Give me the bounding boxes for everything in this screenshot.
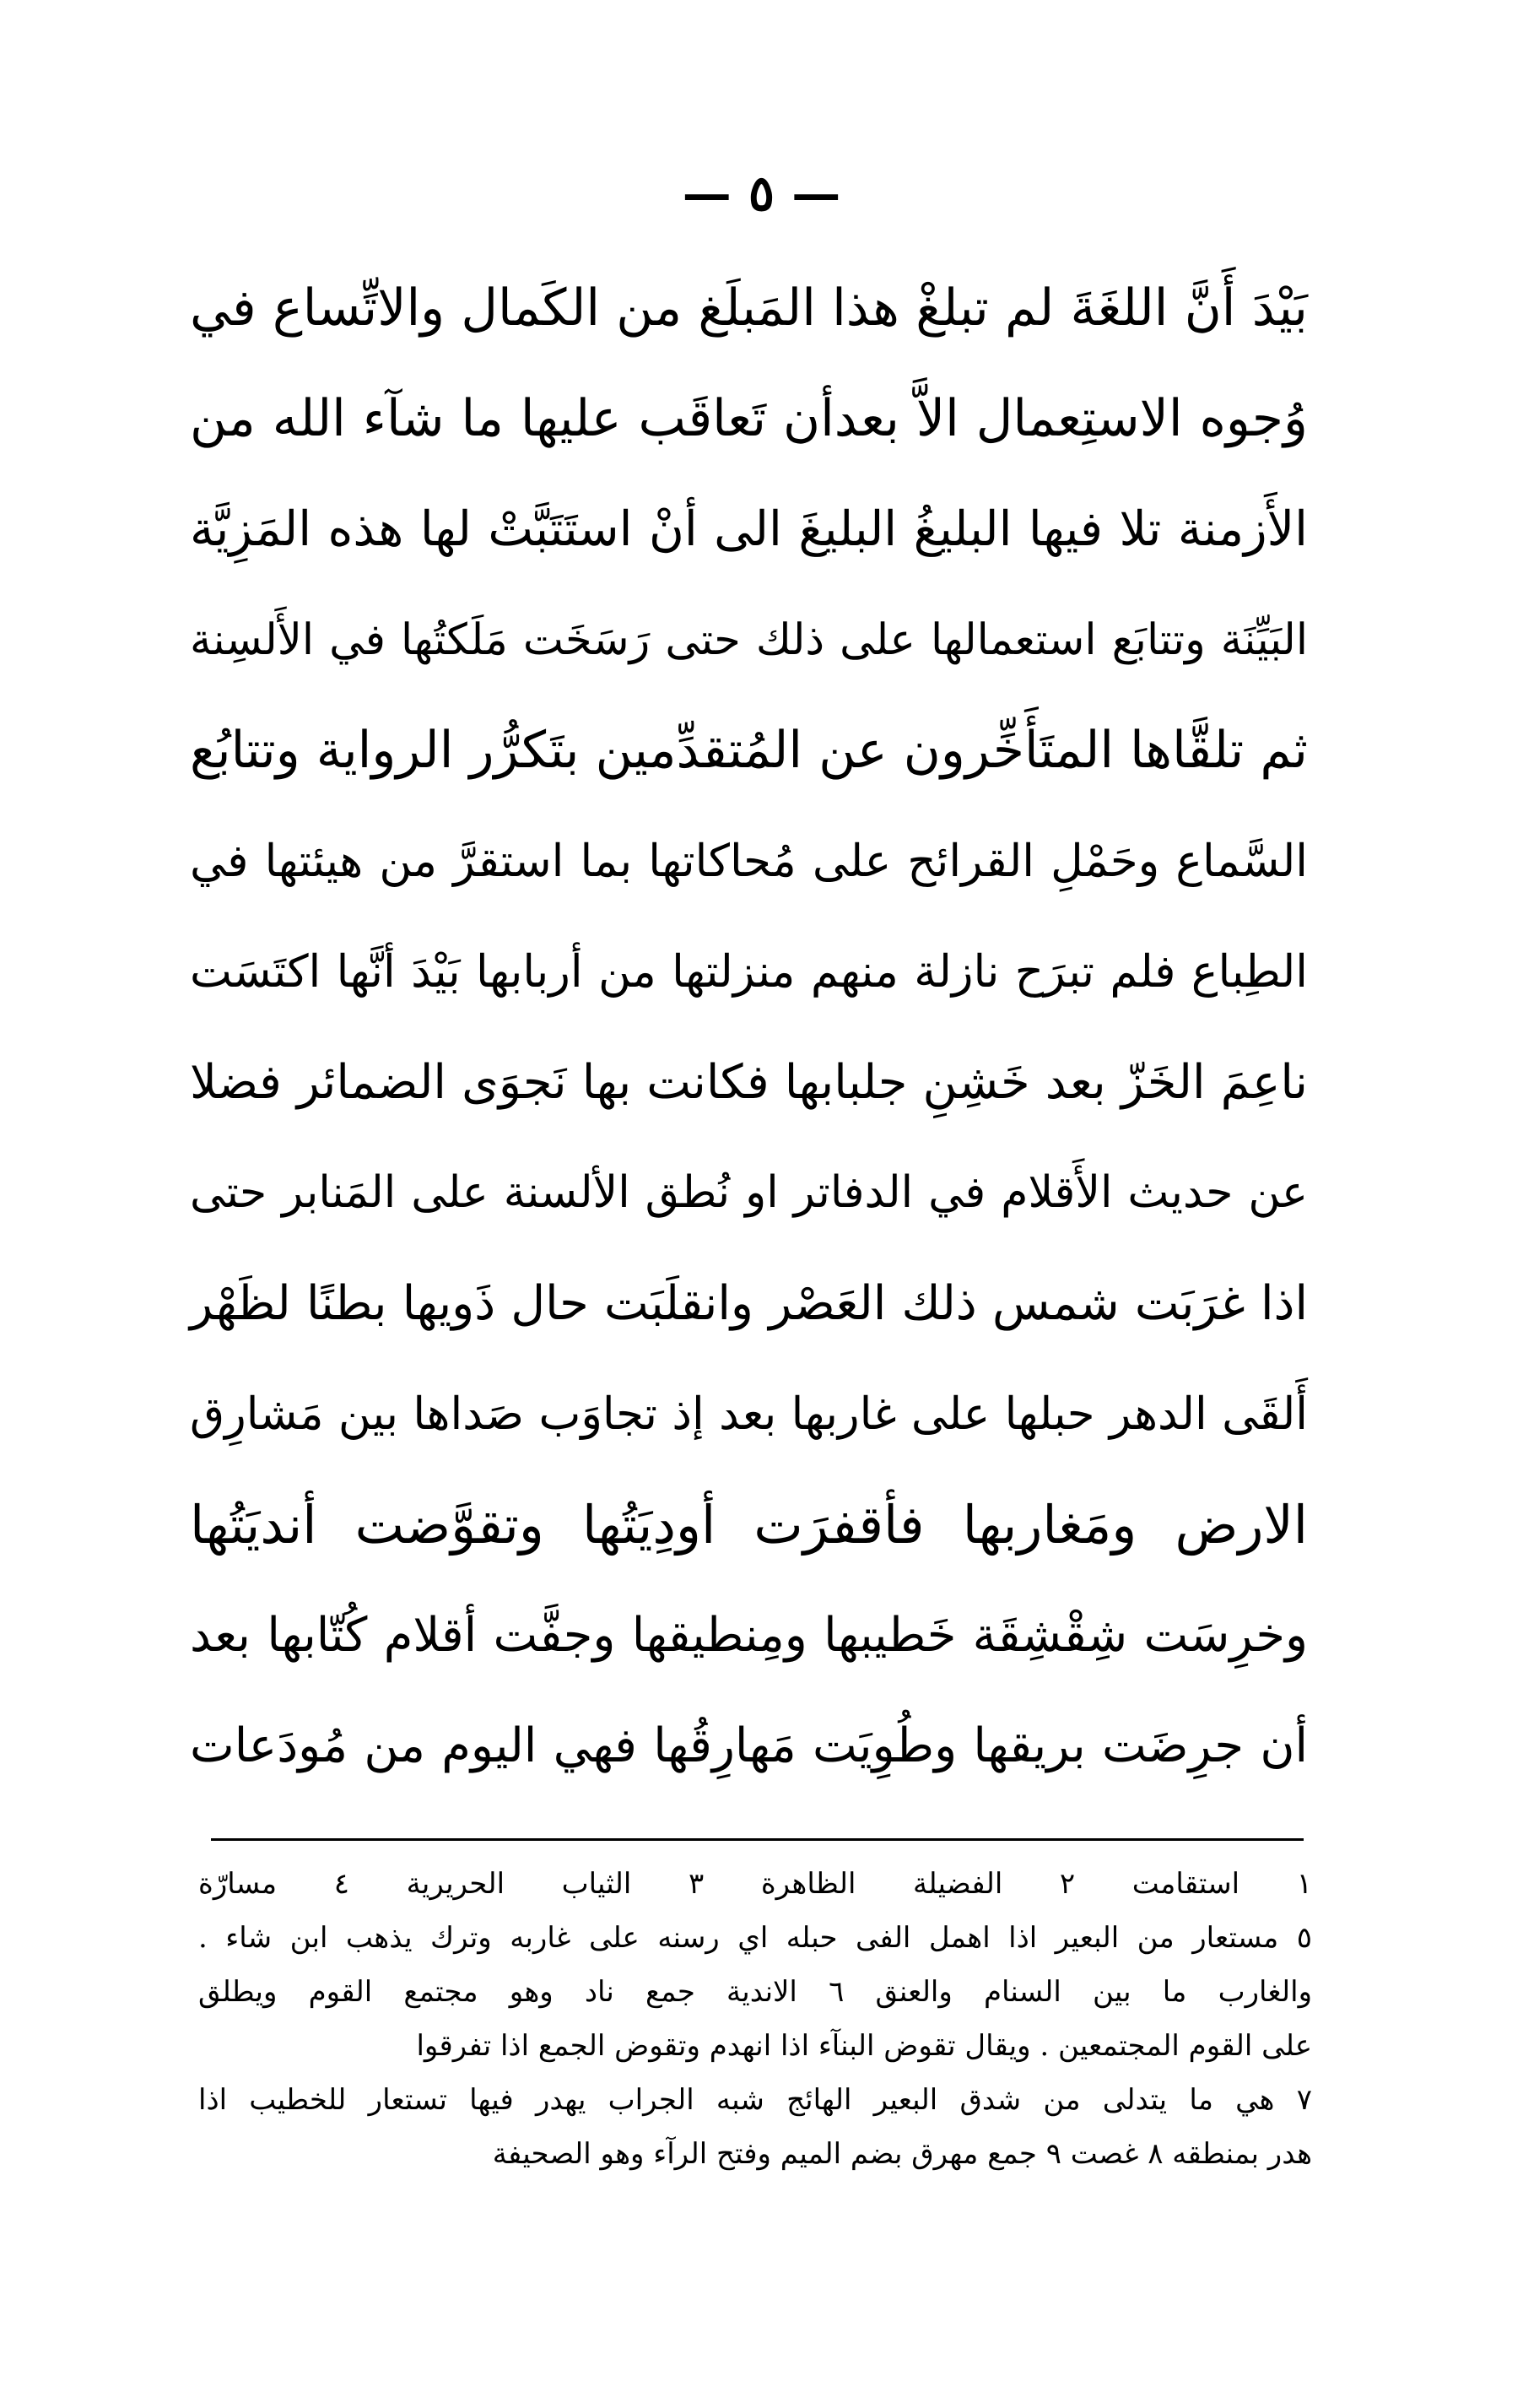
body-line: الأَزمنة تلا فيها البليغُ البليغَ الى أنْ استَتَبَّتْ لها هذه المَزِيَّة bbox=[190, 501, 1308, 557]
body-line: أَلقَى الدهر حبلها على غاربها بعد إذ تجاوَب صَداها بين مَشارِق bbox=[190, 1388, 1308, 1440]
body-line: البَيِّنَة وتتابَع استعمالها على ذلك حتى رَسَخَت مَلَكتُها في الأَلسِنة bbox=[190, 615, 1308, 665]
footnote-line: والغارب ما بين السنام والعنق ٦ الاندية جمع ناد وهو مجتمع القوم ويطلق bbox=[198, 1975, 1312, 2009]
body-line: اذا غرَبَت شمس ذلك العَصْر وانقلَبَت حال ذَويها بطنًا لظَهْر bbox=[190, 1276, 1308, 1331]
footnote-line: على القوم المجتمعين . ويقال تقوض البنآء اذا انهدم وتقوض الجمع اذا تفرقوا bbox=[416, 2029, 1312, 2063]
footnote-line: ١ استقامت ٢ الفضيلة الظاهرة ٣ الثياب الحريرية ٤ مسارّة bbox=[198, 1867, 1312, 1901]
footnotes bbox=[198, 1857, 1312, 2181]
body-line: عن حديث الأَقلام في الدفاتر او نُطق الألسنة على المَنابر حتى bbox=[190, 1167, 1308, 1218]
body-line: بَيْدَ أَنَّ اللغَةَ لم تبلغْ هذا المَبلَغ من الكَمال والاتِّساع في bbox=[190, 279, 1308, 338]
page-number: — ٥ — bbox=[682, 165, 841, 222]
body-text bbox=[190, 253, 1308, 1801]
footnote-divider bbox=[211, 1838, 1304, 1841]
body-line: وُجوه الاستِعمال الاَّ بعدأن تَعاقَب عليها ما شآء الله من bbox=[190, 389, 1308, 448]
body-line: أن جرِضَت بريقها وطُوِيَت مَهارِقُها فهي اليوم من مُودَعات bbox=[190, 1718, 1308, 1773]
body-line: الارض ومَغاربها فأقفرَت أودِيَتُها وتقوَّضت أنديَتُها bbox=[190, 1494, 1308, 1556]
body-line: ناعِمَ الخَزّ بعد خَشِنِ جلبابها فكانت بها نَجوَى الضمائر فضلا bbox=[190, 1055, 1309, 1110]
footnote-line: هدر بمنطقه ٨ غصت ٩ جمع مهرق بضم الميم وفتح الرآء وهو الصحيفة bbox=[492, 2137, 1312, 2171]
footnote-line: ٧ هي ما يتدلى من شدق البعير الهائج شبه الجراب يهدر فيها تستعار للخطيب اذا bbox=[198, 2083, 1312, 2117]
body-line: وخرِسَت شِقْشِقَة خَطيبها ومِنطيقها وجفَّت أقلام كُتّابها بعد bbox=[190, 1608, 1308, 1663]
footnote-line: ٥ مستعار من البعير اذا اهمل الفى حبله اي رسنه على غاربه وترك يذهب ابن شاء . bbox=[198, 1921, 1312, 1955]
body-line: الطِباع فلم تبرَح نازلة منهم منزلتها من أربابها بَيْدَ أنَّها اكتَسَت bbox=[190, 946, 1308, 998]
body-line: السَّماع وحَمْلِ القرائح على مُحاكاتها بما استقرَّ من هيئتها في bbox=[190, 836, 1308, 887]
body-line: ثم تلقَّاها المتَأَخِّرون عن المُتقدِّمين بتَكرُّر الرواية وتتابُع bbox=[190, 721, 1308, 780]
